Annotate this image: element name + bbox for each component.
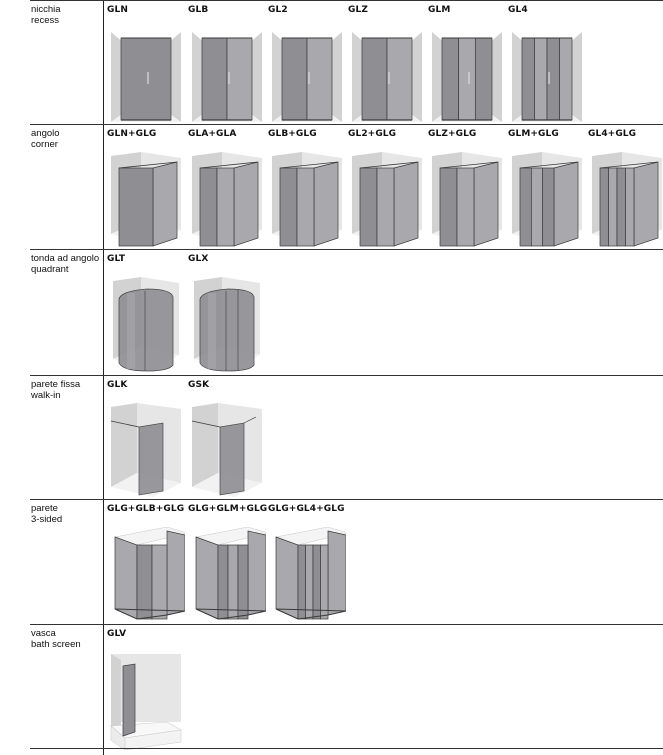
shower-enclosure-image — [348, 152, 426, 250]
shower-enclosure-image — [268, 152, 346, 250]
shower-enclosure-image — [428, 152, 506, 250]
shower-enclosure-image — [188, 28, 266, 126]
category-name-en: walk-in — [31, 389, 61, 401]
product-item[interactable] — [188, 4, 268, 126]
product-item[interactable] — [268, 503, 348, 625]
product-code: GLT — [107, 254, 126, 264]
product-code: GLK — [107, 380, 128, 390]
shower-enclosure-image — [588, 152, 663, 250]
category-name-en: bath screen — [31, 638, 81, 650]
shower-enclosure-image — [107, 152, 185, 250]
shower-enclosure-image — [188, 152, 266, 250]
category-label — [31, 129, 103, 150]
row-separator — [30, 624, 663, 625]
shower-enclosure-image — [107, 527, 185, 625]
product-item[interactable] — [107, 628, 187, 750]
product-code: GLM+GLG — [508, 129, 559, 139]
category-name-it: vasca — [31, 628, 56, 639]
shower-enclosure-image — [188, 527, 266, 625]
row-separator — [30, 748, 663, 749]
shower-enclosure-image — [107, 277, 185, 375]
category-name-en: 3-sided — [31, 513, 63, 525]
category-name-en: quadrant — [31, 263, 69, 275]
product-item[interactable] — [508, 128, 588, 250]
product-code: GLG+GLB+GLG — [107, 504, 185, 514]
product-code: GLZ+GLG — [428, 129, 477, 139]
category-name-it: angolo — [31, 128, 60, 139]
product-code: GSK — [188, 380, 210, 390]
row-separator — [30, 375, 663, 376]
product-item[interactable] — [188, 253, 268, 375]
category-label — [31, 629, 103, 650]
category-name-it: parete — [31, 503, 58, 514]
product-code: GLB — [188, 5, 209, 15]
category-name-en: recess — [31, 14, 59, 26]
shower-enclosure-image — [348, 28, 426, 126]
shower-enclosure-image — [508, 152, 586, 250]
shower-enclosure-image — [107, 652, 185, 750]
product-item[interactable] — [107, 503, 187, 625]
product-code: GLG+GLM+GLG — [188, 504, 268, 514]
product-code: GL4 — [508, 5, 528, 15]
product-code: GLG+GL4+GLG — [268, 504, 345, 514]
row-separator — [30, 124, 663, 125]
product-item[interactable] — [348, 4, 428, 126]
product-item[interactable] — [188, 503, 268, 625]
product-code: GL4+GLG — [588, 129, 637, 139]
product-code: GL2+GLG — [348, 129, 397, 139]
category-name-it: parete fissa — [31, 379, 81, 390]
category-label — [31, 380, 103, 401]
category-name-en: corner — [31, 138, 58, 150]
product-item[interactable] — [428, 4, 508, 126]
row-separator — [30, 249, 663, 250]
product-item[interactable] — [107, 253, 187, 375]
row-separator — [30, 0, 663, 1]
product-code: GLM — [428, 5, 451, 15]
shower-enclosure-image — [268, 527, 346, 625]
product-code: GLN+GLG — [107, 129, 157, 139]
shower-enclosure-image — [107, 28, 185, 126]
product-code: GL2 — [268, 5, 288, 15]
category-label — [31, 504, 103, 525]
product-item[interactable] — [268, 4, 348, 126]
shower-enclosure-image — [268, 28, 346, 126]
product-item[interactable] — [428, 128, 508, 250]
shower-enclosure-image — [107, 403, 185, 501]
shower-enclosure-image — [188, 403, 266, 501]
product-item[interactable] — [588, 128, 663, 250]
column-divider — [103, 0, 104, 755]
category-label — [31, 254, 103, 275]
product-item[interactable] — [107, 128, 187, 250]
shower-enclosure-image — [188, 277, 266, 375]
product-item[interactable] — [188, 379, 268, 501]
product-code: GLN — [107, 5, 128, 15]
product-item[interactable] — [268, 128, 348, 250]
product-code: GLB+GLG — [268, 129, 317, 139]
category-label — [31, 5, 103, 26]
product-item[interactable] — [107, 379, 187, 501]
category-name-it: nicchia — [31, 4, 61, 15]
row-separator — [30, 499, 663, 500]
shower-enclosure-image — [508, 28, 586, 126]
product-code: GLV — [107, 629, 127, 639]
product-code: GLX — [188, 254, 209, 264]
product-item[interactable] — [188, 128, 268, 250]
product-item[interactable] — [508, 4, 588, 126]
product-code: GLZ — [348, 5, 368, 15]
product-item[interactable] — [107, 4, 187, 126]
category-name-it: tonda ad angolo — [31, 253, 100, 264]
product-item[interactable] — [348, 128, 428, 250]
product-code: GLA+GLA — [188, 129, 237, 139]
shower-enclosure-image — [428, 28, 506, 126]
